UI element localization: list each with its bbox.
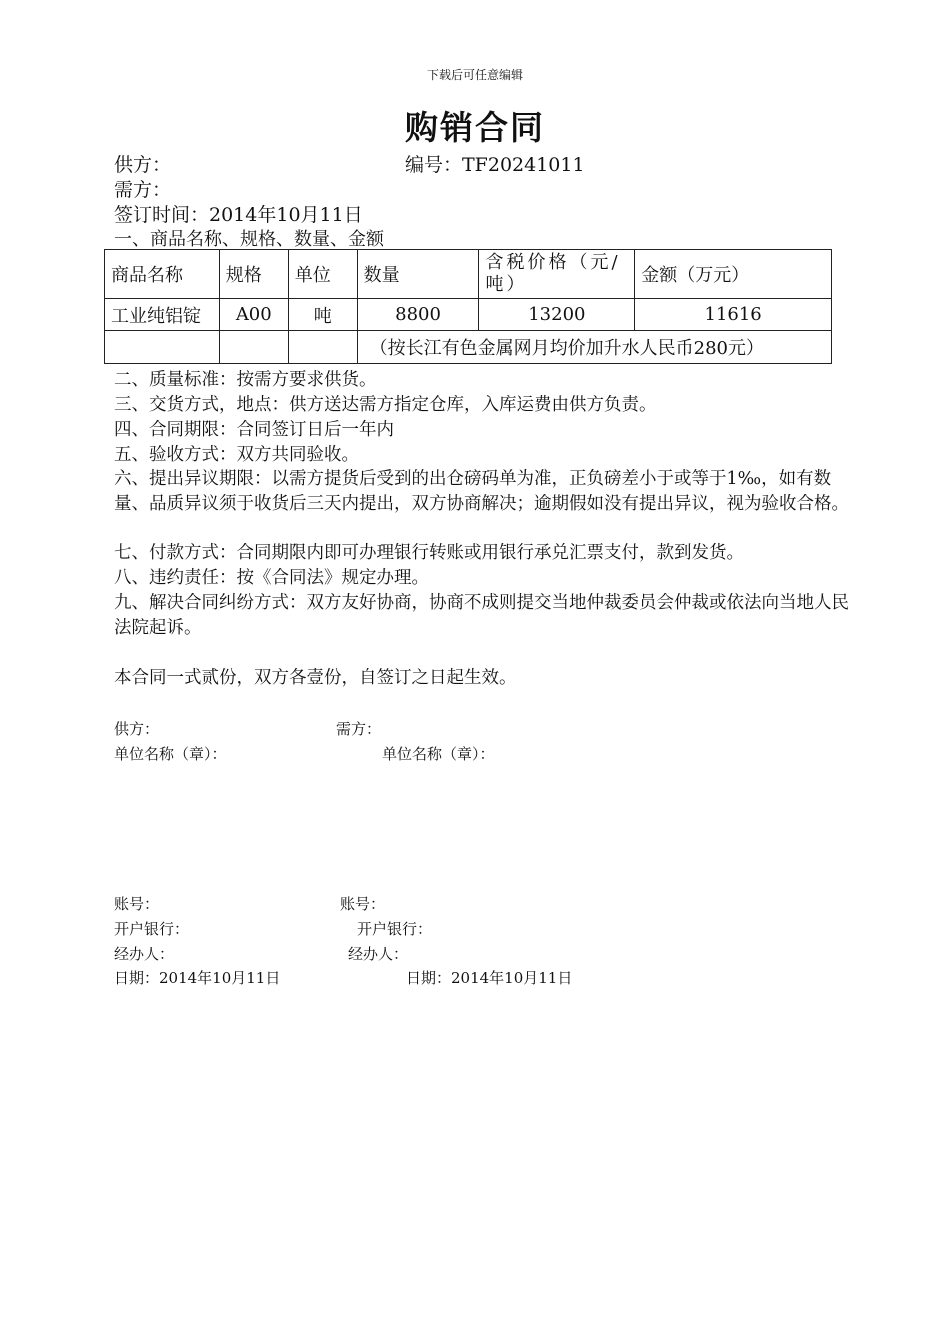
sig-buyer-bank: 开户银行： xyxy=(357,920,433,938)
header-note: 下载后可任意编辑 xyxy=(426,68,523,82)
header-cell-name: 商品名称 xyxy=(105,250,220,299)
empty-cell xyxy=(288,331,357,364)
sig-supplier-date: 日期：2014年10月11日 xyxy=(114,969,281,987)
header-cell-spec: 规格 xyxy=(219,250,288,299)
contract-number: 编号：TF20241011 xyxy=(405,154,585,176)
cell-product-name: 工业纯铝锭 xyxy=(105,299,220,331)
sig-supplier-agent: 经办人： xyxy=(114,945,175,963)
clause-quality: 二、质量标准：按需方要求供货。 xyxy=(114,370,377,390)
table-note-row xyxy=(105,331,832,364)
clause-delivery: 三、交货方式，地点：供方送达需方指定仓库，入库运费由供方负责。 xyxy=(114,395,657,415)
clause-dispute: 九、解决合同纠纷方式：双方友好协商，协商不成则提交当地仲裁委员会仲裁或依法向当地人民法院起诉。 xyxy=(114,593,849,638)
empty-cell xyxy=(219,331,288,364)
header-cell-unit: 单位 xyxy=(288,250,357,299)
cell-unit: 吨 xyxy=(288,299,357,331)
clause-liability: 八、违约责任：按《合同法》规定办理。 xyxy=(114,568,429,588)
clause-payment: 七、付款方式：合同期限内即可办理银行转账或用银行承兑汇票支付，款到发货。 xyxy=(114,543,744,563)
sig-buyer-party: 需方： xyxy=(336,720,382,738)
cell-amount: 11616 xyxy=(635,299,832,331)
sig-buyer-date: 日期：2014年10月11日 xyxy=(406,969,573,987)
price-note: （按长江有色金属网月均价加升水人民币280元） xyxy=(357,331,831,364)
document-title: 购销合同 xyxy=(405,108,545,147)
sig-buyer-unit-name: 单位名称（章）： xyxy=(382,745,495,763)
goods-table xyxy=(104,249,832,364)
clause-objection: 六、提出异议期限：以需方提货后受到的出仓磅码单为准，正负磅差小于或等于1‰，如有数量、品质异议须于收货后三天内提出，双方协商解决；逾期假如没有提出异议，视为验收合格。 xyxy=(114,469,849,514)
supplier-label: 供方： xyxy=(114,154,172,176)
sig-buyer-agent: 经办人： xyxy=(348,945,409,963)
clause-term: 四、合同期限：合同签订日后一年内 xyxy=(114,420,394,440)
sig-buyer-account: 账号： xyxy=(340,895,386,913)
table-header-row xyxy=(105,250,832,299)
sig-supplier-unit-name: 单位名称（章）： xyxy=(114,745,227,763)
section1-heading: 一、商品名称、规格、数量、金额 xyxy=(114,229,384,250)
sig-supplier-party: 供方： xyxy=(114,720,160,738)
cell-price: 13200 xyxy=(479,299,635,331)
sig-supplier-account: 账号： xyxy=(114,895,160,913)
cell-spec: A00 xyxy=(219,299,288,331)
sig-supplier-bank: 开户银行： xyxy=(114,920,190,938)
table-row xyxy=(105,299,832,331)
empty-cell xyxy=(105,331,220,364)
buyer-label: 需方： xyxy=(114,179,172,201)
closing-statement: 本合同一式贰份，双方各壹份，自签订之日起生效。 xyxy=(114,668,517,688)
header-cell-price: 含税价格（元/吨） xyxy=(479,250,635,299)
header-cell-amount: 金额（万元） xyxy=(635,250,832,299)
clause-inspection: 五、验收方式：双方共同验收。 xyxy=(114,445,359,465)
header-cell-quantity: 数量 xyxy=(357,250,479,299)
sign-date: 签订时间：2014年10月11日 xyxy=(114,204,363,226)
cell-quantity: 8800 xyxy=(357,299,479,331)
